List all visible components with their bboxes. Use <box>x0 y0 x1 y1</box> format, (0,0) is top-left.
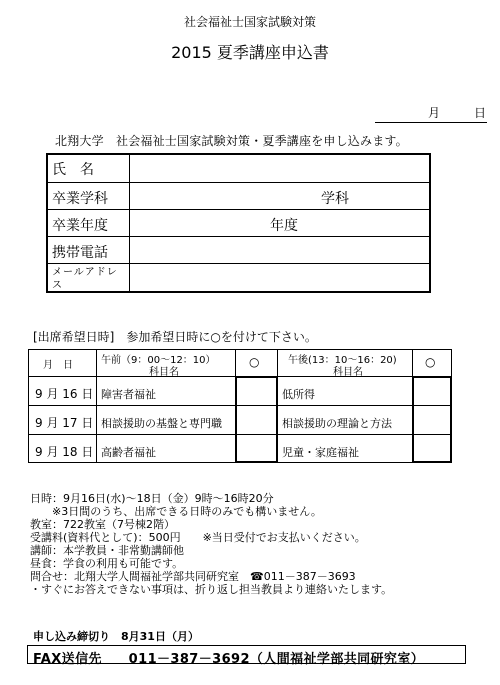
info-line: 日時：9月16日(水)～18日（金）9時～16時20分 <box>30 492 274 505</box>
row-afternoon-1: 低所得 <box>282 388 315 401</box>
row-morning-3: 高齢者福祉 <box>101 446 156 459</box>
name-row[interactable] <box>48 155 429 182</box>
date-day-label: 日 <box>474 106 487 120</box>
morning-attendance-checkboxes[interactable] <box>235 376 278 463</box>
row-date-3: 9 月 18 日 <box>35 445 94 459</box>
info-line: 受講料(資料代として)：500円 ※当日受付でお支払いください。 <box>30 531 366 544</box>
session-heading: [出席希望日時] 参加希望日時に○を付けて下さい。 <box>33 330 317 344</box>
department-label: 卒業学科 <box>52 191 108 207</box>
intro-text: 北翔大学 社会福祉士国家試験対策・夏季講座を申し込みます。 <box>55 134 408 148</box>
phone-row[interactable] <box>48 236 429 263</box>
info-line: ※3日間のうち、出席できる日時のみでも構いません。 <box>30 505 322 518</box>
info-line: 教室：722教室（7号棟2階） <box>30 518 175 531</box>
info-line: 昼食：学食の利用も可能です。 <box>30 557 184 570</box>
header-morning-subject: 科目名 <box>149 367 179 378</box>
row-afternoon-3: 児童・家庭福祉 <box>282 446 359 459</box>
graduation-year-suffix: 年度 <box>270 218 298 234</box>
row-afternoon-2: 相談援助の理論と方法 <box>282 417 392 430</box>
header-afternoon-mark: ○ <box>425 355 436 369</box>
header-afternoon-subject: 科目名 <box>333 367 363 378</box>
name-label: 氏 名 <box>52 162 94 178</box>
phone-label: 携帯電話 <box>52 245 108 261</box>
form-subtitle: 社会福祉士国家試験対策 <box>183 15 316 29</box>
fax-text: FAX送信先 011－387－3692（人間福祉学部共同研究室） <box>33 652 425 667</box>
header-morning-mark: ○ <box>249 355 260 369</box>
info-line: 問合せ：北翔大学人間福祉学部共同研究室 ☎011－387－3693 <box>30 570 356 583</box>
fax-box <box>27 645 466 667</box>
afternoon-attendance-checkboxes[interactable] <box>412 376 452 463</box>
row-morning-2: 相談援助の基盤と専門職 <box>101 417 222 430</box>
department-suffix: 学科 <box>321 191 349 207</box>
col-divider-1 <box>96 350 97 462</box>
header-date: 月 日 <box>43 360 73 371</box>
row-date-2: 9 月 17 日 <box>35 416 94 430</box>
graduation-year-label: 卒業年度 <box>52 218 108 234</box>
department-row[interactable] <box>48 182 429 209</box>
header-morning-time: 午前（9：00～12：10） <box>101 355 216 366</box>
deadline-text: 申し込み締切り 8月31日（月） <box>33 630 199 643</box>
graduation-year-row[interactable] <box>48 209 429 236</box>
info-line: ・すぐにお答えできない事項は、折り返し担当教員より連絡いたします。 <box>30 583 393 596</box>
form-title: 2015 夏季講座申込書 <box>171 43 329 62</box>
row-date-1: 9 月 16 日 <box>35 387 94 401</box>
header-afternoon-time: 午後(13：10～16：20) <box>288 355 397 366</box>
row-morning-1: 障害者福祉 <box>101 388 156 401</box>
schedule-table <box>28 349 452 463</box>
email-row[interactable] <box>48 263 429 293</box>
applicant-table <box>46 153 431 293</box>
email-label: メールアドレス <box>52 267 118 291</box>
info-line: 講師：本学教員・非常勤講師他 <box>30 544 184 557</box>
info-block <box>30 492 392 596</box>
date-month-label: 月 <box>428 106 441 120</box>
